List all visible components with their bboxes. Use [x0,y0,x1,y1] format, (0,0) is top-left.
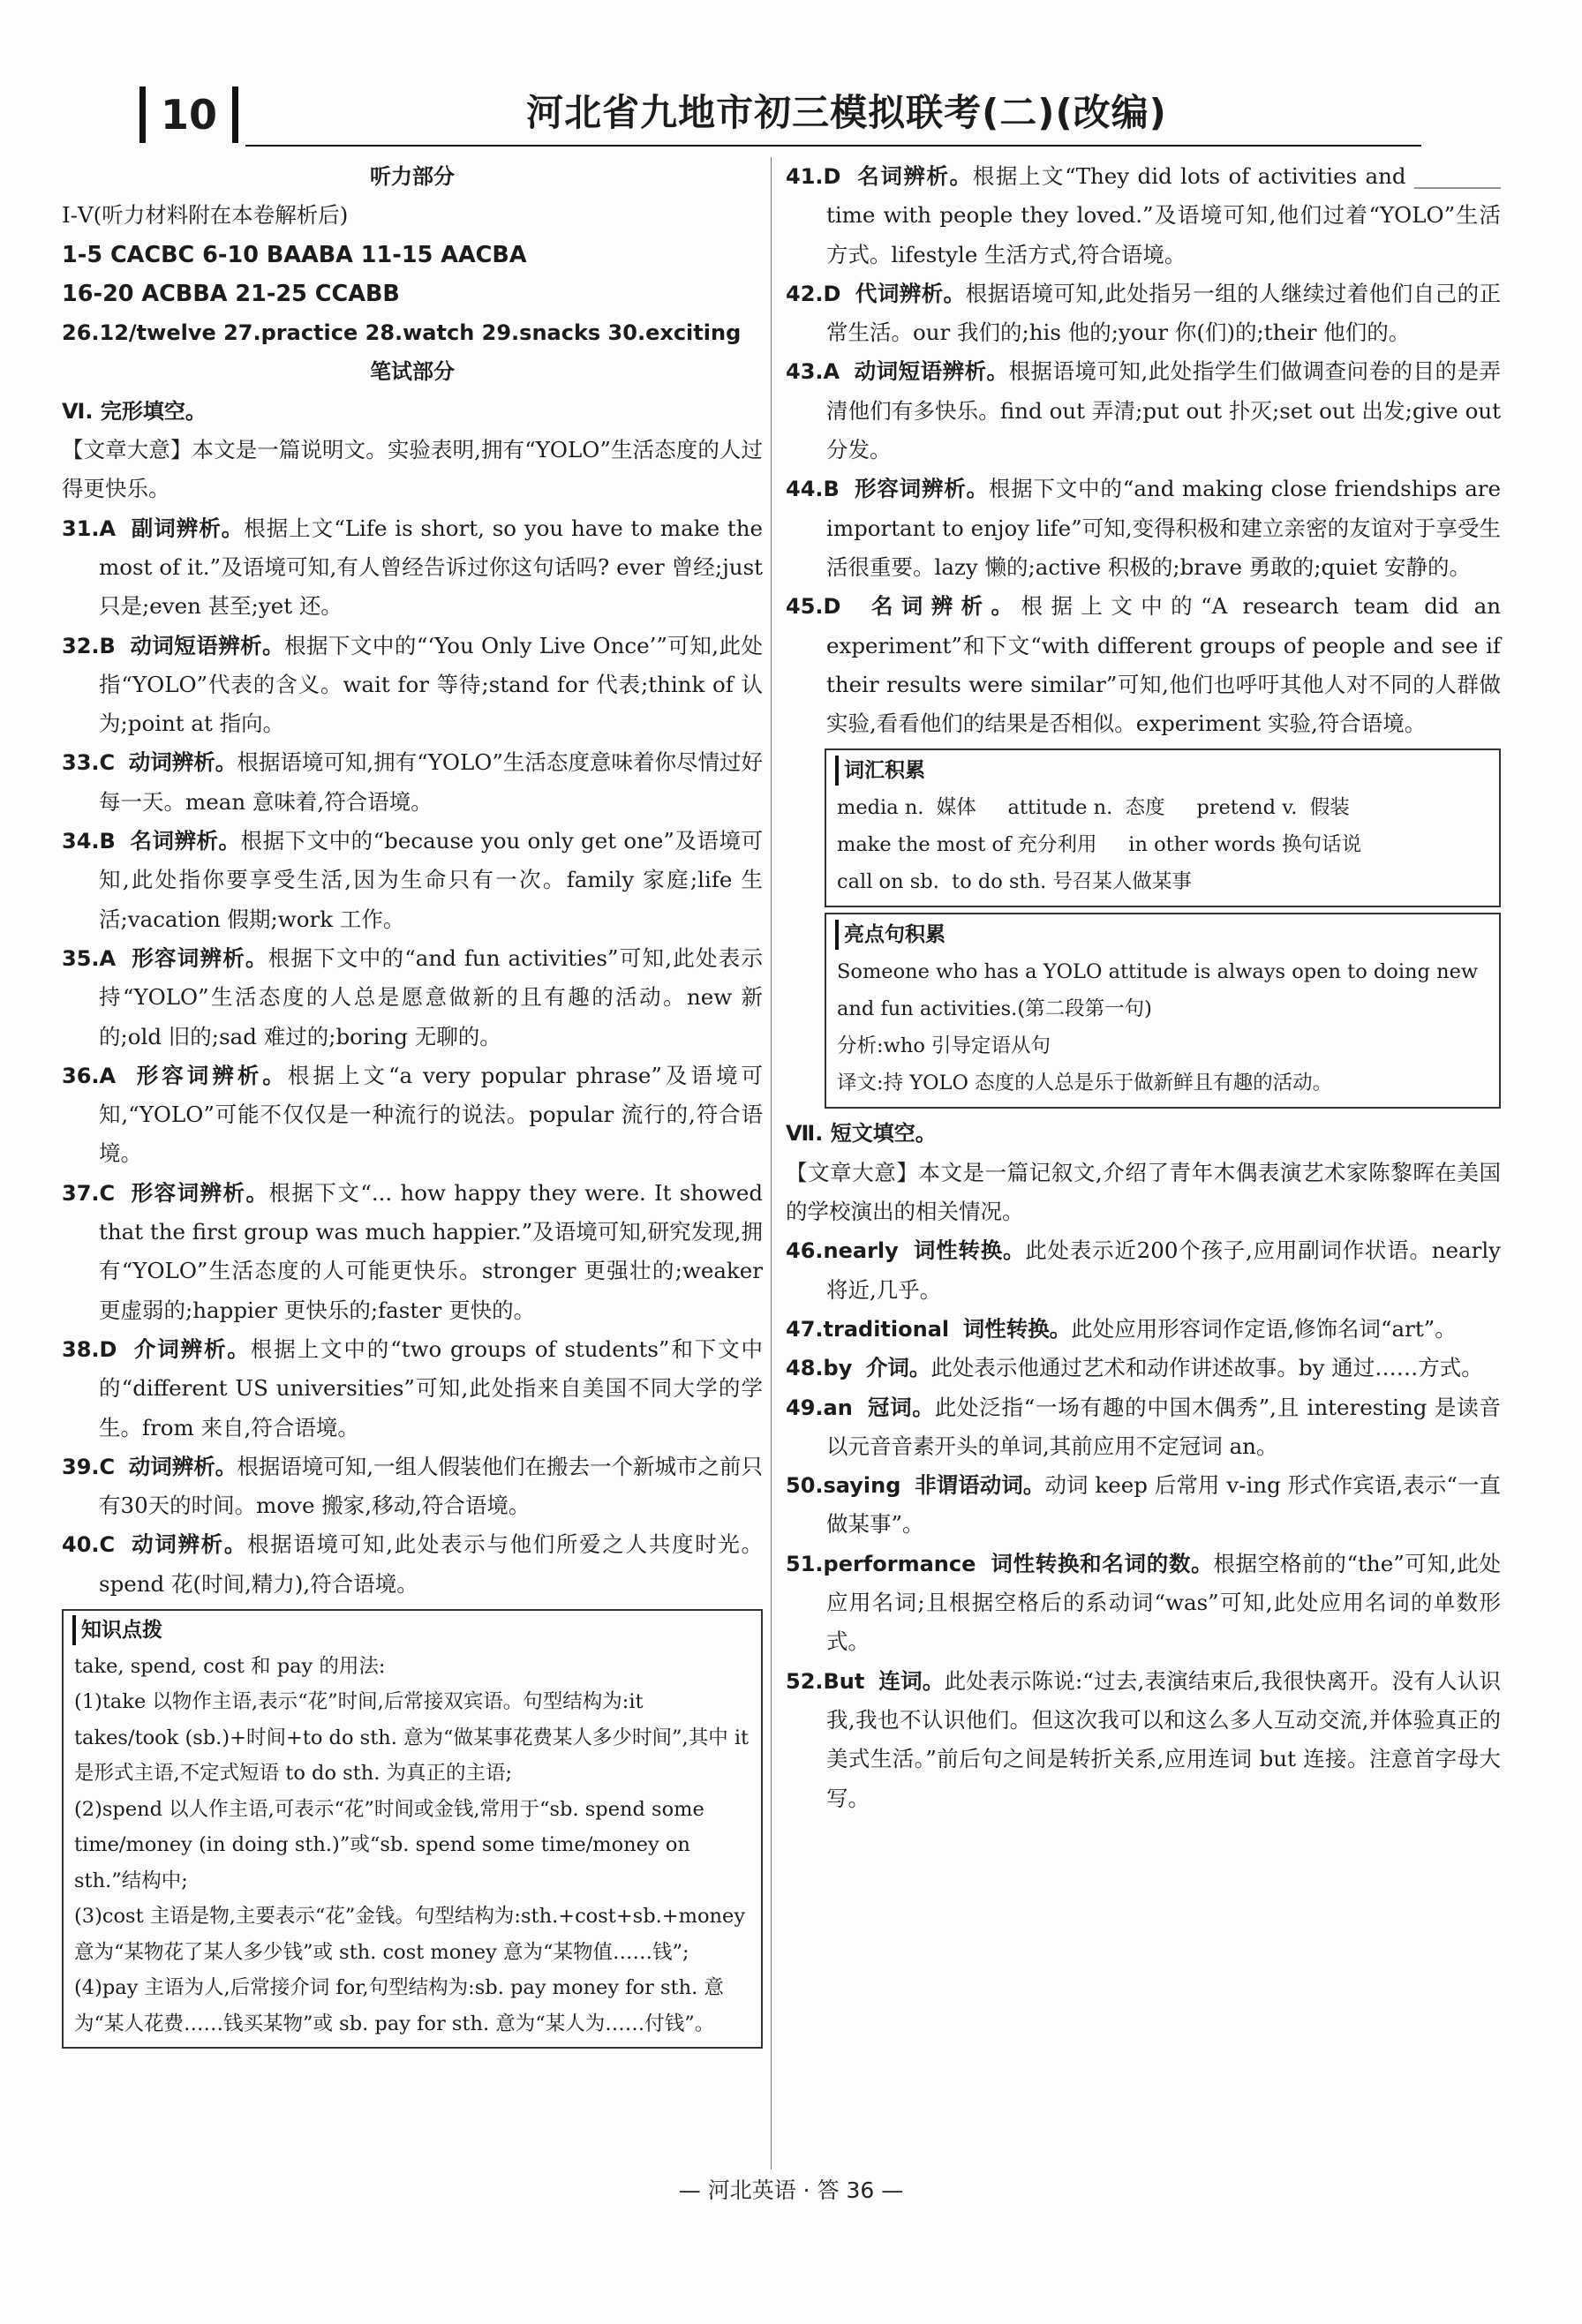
writing-title: 笔试部分 [370,359,455,385]
explanation-item: 36.A 形容词辨析。根据上文“a very popular phrase”及语境可知,“YOLO”可能不仅仅是一种流行的说法。popular 流行的,符合语境。 [62,1062,764,1167]
explanation-item: 35.A 形容词辨析。根据下文中的“and fun activities”可知,此处表示持“YOLO”生活态度的人总是愿意做新的且有趣的活动。new 新的;old 旧的;sad 难过的;boring 无聊的。 [62,944,764,1049]
section-title: Ⅵ. 完形填空。 [62,398,207,424]
page-header [139,86,1421,148]
explanation-item: 52.But 连词。此处表示陈说:“过去,表演结束后,我很快离开。没有人认识我,我也不认识他们。但这次我可以和这么多人互动交流,并体验真正的美式生活。”前后句之间是转折关系,应用连词 but 连接。注意首字母大写。 [786,1667,1502,1811]
vocab-line: media n. 媒体 attitude n. 态度 pretend v. 假装 [837,796,1350,820]
explanation-item: 50.saying 非谓语动词。动词 keep 后常用 v-ing 形式作宾语,表示“一直做某事”。 [786,1472,1501,1538]
knowledge-box-title: 知识点拨 [72,1615,162,1645]
explanation-item: 38.D 介词辨析。根据上文中的“two groups of students”和下文中的“different US universities”可知,此处指来自美国不同大学的学生。from 来自,符合语境。 [62,1335,764,1440]
explanation-item: 42.D 代词辨析。根据语境可知,此处指另一组的人继续过着他们自己的正常生活。our 我们的;his 他的;your 你(们)的;their 他们的。 [786,280,1502,346]
knowledge-line: (4)pay 主语为人,后常接介词 for,句型结构为:sb. pay money for sth. 意为“某人花费……钱买某物”或 sb. pay for sth. 意为“某人为……付钱”。 [74,1976,724,2035]
explanation-item: 46.nearly 词性转换。此处表示近200个孩子,应用副词作状语。nearly 将近,几乎。 [786,1237,1502,1303]
sentence-line: Someone who has a YOLO attitude is always open to doing new and fun activities.(第二段第一句) [837,960,1479,1021]
answer-explanations [62,509,763,1604]
explanation-item: 47.traditional 词性转换。此处应用形容词作定语,修饰名词“art”。 [786,1315,1457,1342]
explanation-item: 37.C 形容词辨析。根据下文“... how happy they were. It showed that the first group was much happier.”及语境可知,研究发现,拥有“YOLO”生活态度的人可能更快乐。stronger 更强壮的;weaker 更虚弱的;happier 更快乐的;faster 更快的。 [62,1179,764,1323]
knowledge-line: take, spend, cost 和 pay 的用法: [74,1654,386,1678]
sentence-line: 译文:持 YOLO 态度的人总是乐于做新鲜且有趣的活动。 [837,1072,1333,1095]
section-title: Ⅶ. 短文填空。 [786,1121,937,1147]
vocab-box-title: 词汇积累 [835,756,925,786]
knowledge-line: (1)take 以物作主语,表示“花”时间,后常接双宾语。句型结构为:it takes/took (sb.)+时间+to do sth. 意为“做某事花费某人多少时间”,其中 it 是形式主语,不定式短语 to do sth. 为真正的主语; [74,1690,750,1786]
explanation-item: 32.B 动词短语辨析。根据下文中的“‘You Only Live Once’”可知,此处指“YOLO”代表的含义。wait for 等待;stand for 代表;think of 认为;point at 指向。 [62,632,763,737]
paper-number: 10 [139,86,238,143]
explanation-item: 34.B 名词辨析。根据下文中的“because you only get one”及语境可知,此处指你要享受生活,因为生命只有一次。family 家庭;life 生活;vacation 假期;work 工作。 [62,828,764,932]
explanation-item: 39.C 动词辨析。根据语境可知,一组人假装他们在搬去一个新城市之前只有30天的时间。move 搬家,移动,符合语境。 [62,1453,764,1519]
knowledge-line: (2)spend 以人作主语,可表示“花”时间或金钱,常用于“sb. spend some time/money (in doing sth.)”或“sb. spend some time/money on sth.”结构中; [74,1797,704,1892]
answer-explanations-continued [786,157,1501,743]
explanation-item: 41.D 名词辨析。根据上文“They did lots of activities and ________ time with people they loved.”及语境可知,他们过着“YOLO”生活方式。lifestyle 生活方式,符合语境。 [786,163,1501,267]
answer-row: 26.12/twelve 27.practice 28.watch 29.snacks 30.exciting [62,320,742,346]
column-divider [771,157,772,2170]
explanation-item: 43.A 动词短语辨析。根据语境可知,此处指学生们做调查问卷的目的是弄清他们有多快乐。find out 弄清;put out 扑灭;set out 出发;give out 分发。 [786,358,1501,463]
vocab-box [825,748,1501,907]
page-footer: — 河北英语 · 答 36 — [678,2177,904,2203]
explanation-item: 49.an 冠词。此处泛指“一场有趣的中国木偶秀”,且 interesting 是读音以元音音素开头的单词,其前应用不定冠词 an。 [786,1394,1502,1459]
sentence-box-title: 亮点句积累 [835,920,945,950]
explanation-item: 31.A 副词辨析。根据上文“Life is short, so you have to make the most of it.”及语境可知,有人曾经告诉过你这句话吗? ever 曾经;just 只是;even 甚至;yet 还。 [62,515,764,620]
knowledge-box [62,1609,763,2049]
sentence-box [825,913,1501,1109]
explanation-item: 48.by 介词。此处表示他通过艺术和动作讲述故事。by 通过……方式。 [786,1355,1483,1381]
answer-row: 1-5 CACBC 6-10 BAABA 11-15 AACBA [62,241,527,268]
answer-row: 16-20 ACBBA 21-25 CCABB [62,280,400,307]
explanation-item: 45.D 名词辨析。根据上文中的“A research team did an experiment”和下文“with different groups of people and see if their results were similar”可知,他们也呼吁其他人对不同的人群做实验,看看他们的结果是否相似。experiment 实验,符合语境。 [786,593,1502,737]
explanation-item: 51.performance 词性转换和名词的数。根据空格前的“the”可知,此处应用名词;且根据空格后的系动词“was”可知,此处应用名词的单数形式。 [786,1550,1502,1655]
vocab-line: make the most of 充分利用 in other words 换句话说 [837,833,1362,857]
explanation-item: 40.C 动词辨析。根据语境可知,此处表示与他们所爱之人共度时光。spend 花(时间,精力),符合语境。 [62,1531,764,1597]
vocab-line: call on sb. to do sth. 号召某人做某事 [837,870,1192,894]
right-column [786,157,1501,1818]
knowledge-line: (3)cost 主语是物,主要表示“花”金钱。句型结构为:sth.+cost+sb.+money 意为“某物花了某人多少钱”或 sth. cost money 意为“某物值……钱”; [74,1905,746,1964]
header-rule [245,145,1421,147]
listening-note: Ⅰ-Ⅴ(听力材料附在本卷解析后) [62,202,349,229]
explanation-item: 44.B 形容词辨析。根据下文中的“and making close friendships are important to enjoy life”可知,变得积极和建立亲密的友谊对于享受生活很重要。lazy 懒的;active 积极的;brave 勇敢的;quiet 安静的。 [786,476,1502,580]
listening-title: 听力部分 [370,164,455,189]
sentence-line: 分析:who 引导定语从句 [837,1034,1051,1058]
article-summary: 【文章大意】本文是一篇记叙文,介绍了青年木偶表演艺术家陈黎晖在美国的学校演出的相关情况。 [786,1159,1501,1225]
explanation-item: 33.C 动词辨析。根据语境可知,拥有“YOLO”生活态度意味着你尽情过好每一天。mean 意味着,符合语境。 [62,749,764,815]
fill-in-explanations [786,1231,1501,1817]
page-title: 河北省九地市初三模拟联考(二)(改编) [526,91,1167,134]
article-summary: 【文章大意】本文是一篇说明文。实验表明,拥有“YOLO”生活态度的人过得更快乐。 [62,437,763,502]
left-column [62,157,763,2054]
